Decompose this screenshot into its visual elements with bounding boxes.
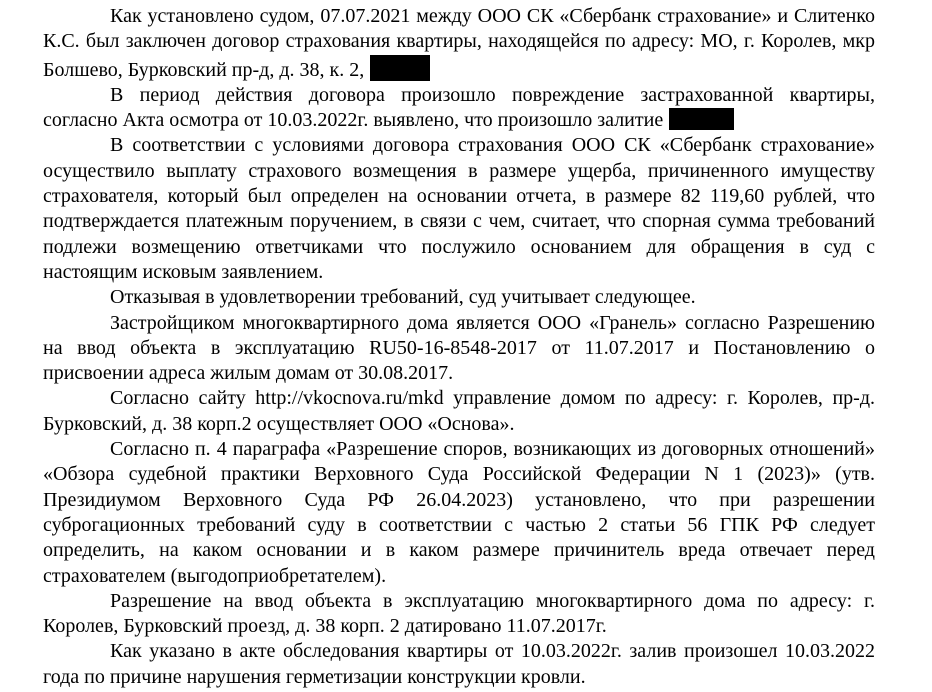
paragraph-developer [43,311,875,387]
paragraph-text: В период действия договора произошло повреждение застрахованной квартиры, согласно Акта осмотра от 10.03.2022г. выявлено, что произошло залитие [43,83,875,132]
paragraph-text: Отказывая в удовлетворении требований, суд учитывает следующее. [110,286,696,309]
paragraph-inspection [43,639,875,690]
paragraph-text: Как установлено судом, 07.07.2021 между ООО СК «Сбербанк страхование» и Слитенко К.С. был заключен договор страхования квартиры, находящейся по адресу: МО, г. Королев, мкр Болшево, Бурковский пр-д, д. 38, к. 2, [43,5,875,81]
redaction-block [669,108,734,130]
paragraph-permit [43,589,875,640]
paragraph-text: Согласно п. 4 параграфа «Разрешение споров, возникающих из договорных отношений» «Обзора судебной практики Верховного Суда Российской Федерации N 1 (2023)» (утв. Президиумом Верховного Суда РФ 26.04.2023) установлено, что при разрешении суброгационных требований суду в соответствии с частью 2 статьи 56 ГПК РФ следует определить, на каком основании и в каком размере причинитель вреда отвечает перед страхователем (выгодоприобретателем). [43,438,875,587]
paragraph-text: Согласно сайту http://vkocnova.ru/mkd управление домом по адресу: г. Королев, пр-д. Бурковский, д. 38 корп.2 осуществляет ООО «Основа». [43,387,875,435]
paragraph-text: Застройщиком многоквартирного дома является ООО «Гранель» согласно Разрешению на ввод объекта в эксплуатацию RU50-16-8548-2017 от 11.07.2017 и Постановлению о присвоении адреса жилым домам от 30.08.2017. [43,311,875,385]
paragraph-text: В соответствии с условиями договора страхования ООО СК «Сбербанк страхование» осуществило выплату страхового возмещения в размере ущерба, причиненного имуществу страхователя, который был определен на основании отчета, в размере 82 119,60 рублей, что подтверждается платежным поручением, в связи с чем, считает, что спорная сумма требований подлежи возмещению ответчиками что послужило основанием для обращения в суд с настоящим исковым заявлением. [43,134,875,283]
paragraph-payment [43,133,875,285]
paragraph-management [43,386,875,437]
paragraph-damage [43,83,875,134]
document-body [43,4,875,690]
paragraph-supreme-court [43,437,875,589]
paragraph-contract [43,4,875,83]
paragraph-refusal [43,285,875,310]
paragraph-text: Разрешение на ввод объекта в эксплуатацию многоквартирного дома по адресу: г. Королев, Бурковский проезд, д. 38 корп. 2 датировано 11.07.2017г. [43,589,875,638]
paragraph-text: Как указано в акте обследования квартиры от 10.03.2022г. залив произошел 10.03.2022 года по причине нарушения герметизации конструкции кровли. [43,640,875,688]
redaction-block [370,55,430,81]
